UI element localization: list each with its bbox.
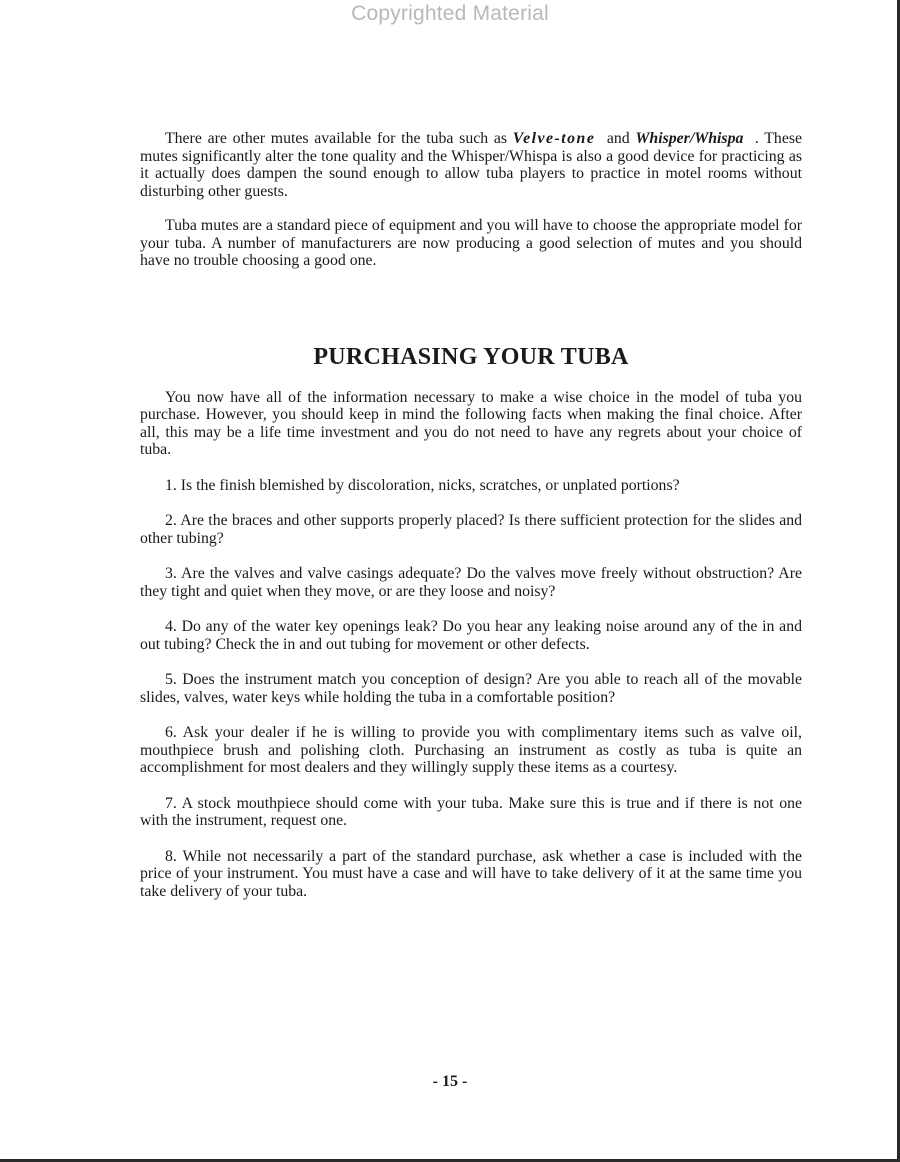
brand-whisper-whispa: Whisper/Whispa — [635, 130, 744, 147]
mutes-paragraph-rest: . These mutes significantly alter the tone quality and the Whisper/Whispa is also a good device for practicing as it actually does dampen the sound enough to allow tuba players to practice in motel rooms without disturbing other guests. — [140, 130, 802, 200]
checklist-item-8: 8. While not necessarily a part of the standard purchase, ask whether a case is included with the price of your instrument. You must have a case and will have to take delivery of it at the same time you take delivery of your tuba. — [140, 847, 802, 900]
checklist-item-5: 5. Does the instrument match you conception of design? Are you able to reach all of the movable slides, valves, water keys while holding the tuba in a comfortable position? — [140, 671, 802, 706]
checklist-item-6: 6. Ask your dealer if he is willing to provide you with complimentary items such as valve oil, mouthpiece brush and polishing cloth. Purchasing an instrument as costly as tuba is quite an accomplishment for most dealers and they willingly supply these items as a courtesy. — [140, 724, 802, 776]
page-number: - 15 - — [432, 1073, 468, 1090]
brand-velve-tone: Velve-tone — [512, 130, 596, 147]
checklist-item-4: 4. Do any of the water key openings leak? Do you hear any leaking noise around any of the in and out tubing? Check the in and out tubing for movement or other defects. — [140, 618, 802, 653]
page-body — [140, 130, 802, 900]
mutes-equipment-paragraph: Tuba mutes are a standard piece of equipment and you will have to choose the appropriate model for your tuba. A number of manufacturers are now producing a good selection of mutes and you should have no trouble choosing a good one. — [140, 217, 802, 269]
mutes-paragraph-lead: There are other mutes available for the tuba such as — [165, 130, 508, 147]
mutes-paragraph-and: and — [606, 130, 630, 147]
checklist-item-7: 7. A stock mouthpiece should come with your tuba. Make sure this is true and if there is not one with the instrument, request one. — [140, 794, 802, 829]
copyright-watermark: Copyrighted Material — [351, 2, 549, 25]
section-heading: PURCHASING YOUR TUBA — [313, 343, 629, 370]
section-intro-paragraph: You now have all of the information necessary to make a wise choice in the model of tuba you purchase. However, you should keep in mind the following facts when making the final choice. After all, this may be a life time investment and you do not need to have any regrets about your choice of tuba. — [140, 388, 802, 458]
checklist-item-2: 2. Are the braces and other supports properly placed? Is there sufficient protection for the slides and other tubing? — [140, 512, 802, 547]
mutes-paragraph — [140, 130, 802, 200]
checklist-item-1: 1. Is the finish blemished by discoloration, nicks, scratches, or unplated portions? — [165, 476, 680, 494]
checklist-item-3: 3. Are the valves and valve casings adequate? Do the valves move freely without obstruction? Are they tight and quiet when they move, or are they loose and noisy? — [140, 565, 802, 600]
